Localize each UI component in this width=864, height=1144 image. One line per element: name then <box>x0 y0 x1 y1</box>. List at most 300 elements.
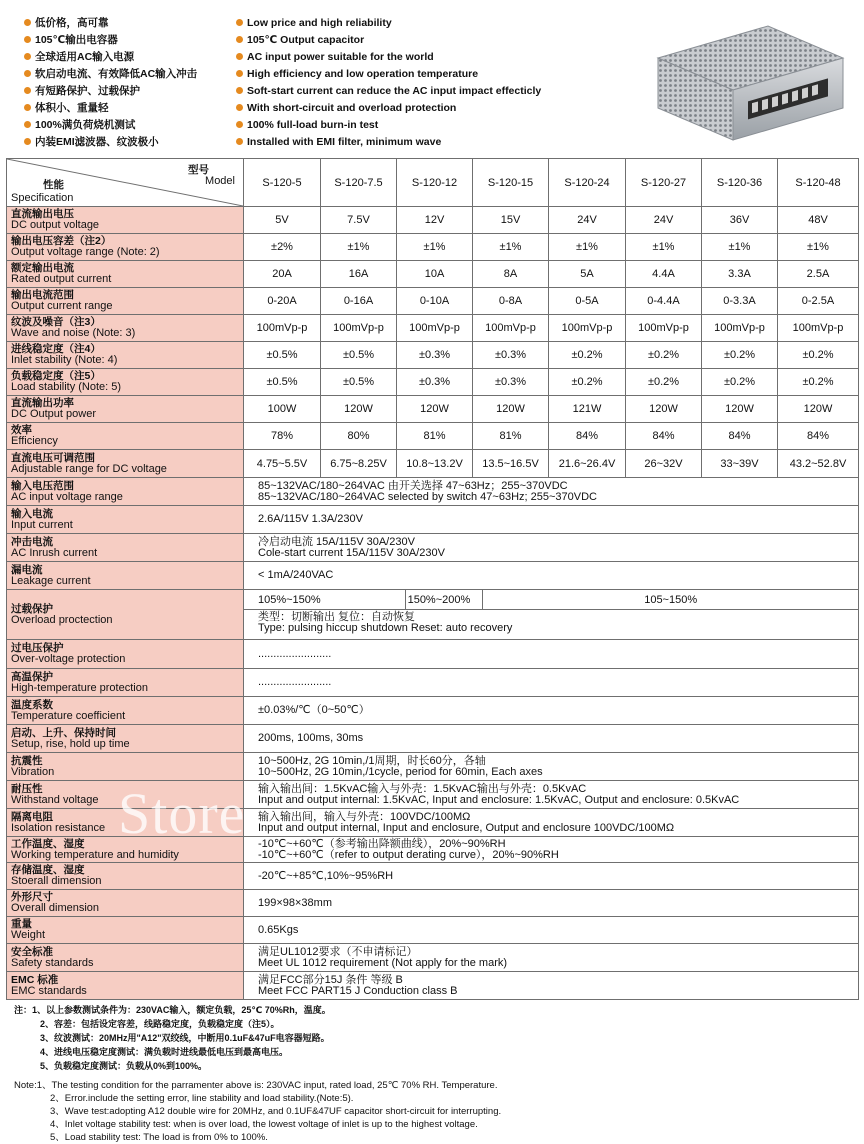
feature-text: 低价格，高可靠 <box>35 17 109 29</box>
spec-value: ±1% <box>778 234 859 261</box>
spec-label-cn: 过电压保护 <box>11 642 64 654</box>
spec-value: 16A <box>321 261 397 288</box>
spec-label-cn: 进线稳定度（注4） <box>11 343 101 355</box>
feature-item <box>24 116 234 133</box>
model-name: S-120-12 <box>397 159 473 207</box>
feature-item <box>24 14 234 31</box>
spec-value-line: 2.6A/115V 1.3A/230V <box>258 513 363 525</box>
spec-label-en: Overall dimension <box>11 902 100 914</box>
spec-value <box>244 506 859 534</box>
spec-value: ±1% <box>397 234 473 261</box>
spec-value: ±0.2% <box>626 369 702 396</box>
spec-value: ±0.5% <box>244 342 321 369</box>
spec-label-en: Specification <box>11 192 74 204</box>
feature-text: High efficiency and low operation temperature <box>247 67 479 80</box>
spec-value: 26~32V <box>626 450 702 478</box>
spec-label-cn: 直流电压可调范围 <box>11 451 95 464</box>
spec-value: 100W <box>244 396 321 423</box>
spec-value: 84% <box>626 423 702 450</box>
bullet-icon <box>236 70 243 77</box>
feature-text: Installed with EMI filter, minimum wave <box>247 135 442 148</box>
spec-label <box>7 753 244 781</box>
spec-label <box>7 669 244 697</box>
header-corner <box>7 159 244 207</box>
spec-label-cn: 高温保护 <box>11 670 53 683</box>
spec-value-line: Meet UL 1012 requirement (Not apply for the mark) <box>258 956 508 969</box>
spec-value-line: 10~500Hz, 2G 10min,/1周期，时长60分，各轴 <box>258 754 486 767</box>
table-row <box>7 369 859 396</box>
spec-value-line: 类型：切断输出 复位：自动恢复 <box>258 611 416 623</box>
feature-text: 内装EMI滤波器、纹波极小 <box>35 136 159 148</box>
bullet-icon <box>236 104 243 111</box>
spec-value <box>244 753 859 781</box>
spec-label-cn: 外形尺寸 <box>11 891 53 903</box>
spec-value: ±0.3% <box>473 342 549 369</box>
table-row <box>7 288 859 315</box>
spec-value <box>244 534 859 562</box>
spec-value-line: 满足UL1012要求（不申请标记） <box>258 945 418 958</box>
table-row <box>7 781 859 809</box>
bullet-icon <box>24 53 31 60</box>
spec-value-line: Cole-start current 15A/115V 30A/230V <box>258 546 445 559</box>
spec-label-cn: 负载稳定度（注5） <box>11 370 101 382</box>
spec-label-en: Weight <box>11 929 46 941</box>
spec-value <box>244 697 859 725</box>
spec-label <box>7 890 244 917</box>
spec-label <box>7 725 244 753</box>
spec-label <box>7 590 244 640</box>
feature-item <box>236 48 636 65</box>
spec-value: 0-4.4A <box>626 288 702 315</box>
spec-value-line: Type: pulsing hiccup shutdown Reset: auto recovery <box>258 622 513 634</box>
table-row <box>7 863 859 890</box>
spec-value: 13.5~16.5V <box>473 450 549 478</box>
feature-item <box>236 14 636 31</box>
spec-label <box>7 396 244 423</box>
table-row <box>7 534 859 562</box>
feature-item <box>236 116 636 133</box>
model-name: S-120-7.5 <box>321 159 397 207</box>
spec-value: 120W <box>473 396 549 423</box>
table-row <box>7 315 859 342</box>
spec-value <box>244 669 859 697</box>
spec-label <box>7 837 244 863</box>
spec-label <box>7 423 244 450</box>
spec-label-en: Over-voltage protection <box>11 653 126 665</box>
spec-value-line: 输入输出间：1.5KvAC输入与外壳：1.5KvAC输出与外壳：0.5KvAC <box>258 782 587 795</box>
table-row <box>7 234 859 261</box>
spec-label-en: Temperature coefficient <box>11 709 126 722</box>
spec-value: ±0.2% <box>702 369 778 396</box>
store-watermark: Store <box>118 781 246 846</box>
bullet-icon <box>24 70 31 77</box>
spec-value <box>244 640 859 669</box>
spec-value: 10A <box>397 261 473 288</box>
model-name: S-120-36 <box>702 159 778 207</box>
overload-values <box>244 590 859 640</box>
spec-value: 5A <box>549 261 626 288</box>
spec-value: 24V <box>626 207 702 234</box>
spec-value-line: 199×98×38mm <box>258 896 332 909</box>
spec-value <box>244 863 859 890</box>
spec-label-cn: 纹波及噪音（注3） <box>11 316 101 328</box>
spec-value-line: Input and output internal, Input and enclosure, Output and enclosure 100VDC/100MΩ <box>258 821 675 834</box>
spec-label <box>7 809 244 837</box>
table-row <box>7 396 859 423</box>
spec-value: ±0.3% <box>397 369 473 396</box>
feature-item <box>236 99 636 116</box>
model-name: S-120-5 <box>244 159 321 207</box>
spec-label-cn: EMC 标准 <box>11 973 59 986</box>
spec-value: 120W <box>626 396 702 423</box>
spec-value: ±0.2% <box>702 342 778 369</box>
spec-label-en: Overload proctection <box>11 613 113 626</box>
table-row <box>7 669 859 697</box>
spec-value-line: 输入输出间，输入与外壳：100VDC/100MΩ <box>258 810 471 823</box>
spec-value: 100mVp-p <box>549 315 626 342</box>
overload-range: 150%~200% <box>406 590 484 609</box>
feature-text: 100% full-load burn-in test <box>247 118 379 131</box>
spec-value: ±0.5% <box>321 342 397 369</box>
spec-value-line: ........................ <box>258 647 332 660</box>
spec-value: 0-10A <box>397 288 473 315</box>
spec-value: 33~39V <box>702 450 778 478</box>
spec-label-cn: 输出电流范围 <box>11 289 74 301</box>
feature-text: Soft-start current can reduce the AC input impact effecticly <box>247 84 542 97</box>
spec-value <box>244 809 859 837</box>
feature-item <box>236 82 636 99</box>
spec-label <box>7 478 244 506</box>
spec-label-cn: 输入电流 <box>11 507 53 520</box>
table-row <box>7 423 859 450</box>
table-row <box>7 590 859 640</box>
spec-value: 20A <box>244 261 321 288</box>
table-row <box>7 478 859 506</box>
spec-value: 100mVp-p <box>778 315 859 342</box>
spec-label-en: Setup, rise, hold up time <box>11 737 130 750</box>
spec-value <box>244 917 859 944</box>
spec-label-en: AC input voltage range <box>11 490 123 503</box>
spec-value: ±0.2% <box>778 342 859 369</box>
spec-value-line: 85~132VAC/180~264VAC selected by switch 47~63Hz; 255~370VDC <box>258 490 597 503</box>
spec-value: 120W <box>702 396 778 423</box>
note-line-cn: 注：1、以上参数测试条件为：230VAC输入，额定负载，25℃ 70%Rh，温度。 <box>14 1005 331 1015</box>
spec-label-cn: 过载保护 <box>11 602 53 615</box>
spec-label-cn: 直流输出功率 <box>11 397 74 409</box>
spec-value: 5V <box>244 207 321 234</box>
spec-label <box>7 207 244 234</box>
spec-label <box>7 369 244 396</box>
spec-label <box>7 234 244 261</box>
spec-value: 10.8~13.2V <box>397 450 473 478</box>
spec-label <box>7 450 244 478</box>
feature-item <box>24 133 234 150</box>
spec-value: 121W <box>549 396 626 423</box>
spec-value: 81% <box>473 423 549 450</box>
feature-item <box>236 31 636 48</box>
table-row <box>7 890 859 917</box>
spec-value: 100mVp-p <box>702 315 778 342</box>
table-row <box>7 917 859 944</box>
spec-value-line: 10~500Hz, 2G 10min,/1cycle, period for 60min, Each axes <box>258 765 543 778</box>
spec-value: ±1% <box>702 234 778 261</box>
spec-label-en: Withstand voltage <box>11 793 99 806</box>
spec-label-cn: 工作温度、湿度 <box>11 837 85 850</box>
note-line-cn: 2、容差：包括设定容差，线路稳定度，负载稳定度（注5）。 <box>40 1019 280 1029</box>
spec-value-line: 200ms, 100ms, 30ms <box>258 732 364 744</box>
table-row <box>7 261 859 288</box>
spec-label-en: AC Inrush current <box>11 546 98 559</box>
spec-value-line: 冷启动电流 15A/115V 30A/230V <box>258 535 415 548</box>
spec-value: ±1% <box>473 234 549 261</box>
power-supply-image <box>648 18 848 148</box>
feature-item <box>236 133 636 150</box>
bullet-icon <box>236 138 243 145</box>
table-row <box>7 506 859 534</box>
feature-text: With short-circuit and overload protection <box>247 101 457 114</box>
spec-value: 100mVp-p <box>473 315 549 342</box>
model-name: S-120-48 <box>778 159 859 207</box>
spec-label-cn: 效率 <box>11 424 32 436</box>
table-row <box>7 944 859 972</box>
features-cn-list <box>24 14 234 150</box>
feature-item <box>24 82 234 99</box>
spec-value: 120W <box>397 396 473 423</box>
table-row <box>7 562 859 590</box>
spec-value <box>244 725 859 753</box>
spec-value: 4.75~5.5V <box>244 450 321 478</box>
spec-value: 120W <box>778 396 859 423</box>
spec-label <box>7 506 244 534</box>
spec-value: ±0.3% <box>473 369 549 396</box>
spec-label-en: Working temperature and humidity <box>11 848 179 861</box>
spec-label-en: Safety standards <box>11 956 94 969</box>
spec-label <box>7 640 244 669</box>
spec-label-cn: 输入电压范围 <box>11 479 74 492</box>
spec-label-en: Leakage current <box>11 574 91 587</box>
spec-label <box>7 288 244 315</box>
spec-label-cn: 安全标准 <box>11 945 53 958</box>
spec-value: 0-20A <box>244 288 321 315</box>
spec-label-en: Output voltage range (Note: 2) <box>11 246 160 258</box>
spec-value: 100mVp-p <box>397 315 473 342</box>
spec-value: 0-2.5A <box>778 288 859 315</box>
spec-label-en: Output current range <box>11 300 113 312</box>
spec-value: ±1% <box>626 234 702 261</box>
spec-value <box>244 890 859 917</box>
spec-value: 3.3A <box>702 261 778 288</box>
spec-value: 6.75~8.25V <box>321 450 397 478</box>
feature-text: 有短路保护、过载保护 <box>35 85 140 97</box>
spec-label-cn: 输出电压容差（注2） <box>11 235 112 247</box>
spec-label-en: Vibration <box>11 765 55 778</box>
spec-label-en: Isolation resistance <box>11 821 106 834</box>
feature-item <box>24 65 234 82</box>
spec-value: 100mVp-p <box>626 315 702 342</box>
spec-value: 0-3.3A <box>702 288 778 315</box>
spec-value: 100mVp-p <box>321 315 397 342</box>
spec-value: ±0.2% <box>778 369 859 396</box>
spec-table <box>6 158 859 1000</box>
spec-value: 21.6~26.4V <box>549 450 626 478</box>
spec-value: 7.5V <box>321 207 397 234</box>
spec-label <box>7 917 244 944</box>
table-row <box>7 342 859 369</box>
feature-text: AC input power suitable for the world <box>247 50 434 63</box>
spec-value-line: 85~132VAC/180~264VAC 由开关选择 47~63Hz；255~370VDC <box>258 479 568 492</box>
spec-value: ±1% <box>549 234 626 261</box>
overload-range: 105%~150% <box>244 590 406 609</box>
spec-value-line: ........................ <box>258 676 332 688</box>
model-label-en: Model <box>205 175 235 187</box>
spec-value: 8A <box>473 261 549 288</box>
spec-label <box>7 261 244 288</box>
feature-text: 100%满负荷烧机测试 <box>35 119 136 131</box>
spec-value: 43.2~52.8V <box>778 450 859 478</box>
spec-label-cn: 抗震性 <box>11 754 43 767</box>
table-row <box>7 809 859 837</box>
spec-value: 4.4A <box>626 261 702 288</box>
spec-value: 0-5A <box>549 288 626 315</box>
spec-value: 2.5A <box>778 261 859 288</box>
spec-label <box>7 972 244 1000</box>
table-row <box>7 972 859 1000</box>
spec-value: 48V <box>778 207 859 234</box>
spec-value-line: -20℃~+85℃,10%~95%RH <box>258 869 394 882</box>
feature-text: 105℃ Output capacitor <box>247 33 365 46</box>
spec-value: 81% <box>397 423 473 450</box>
spec-value: ±1% <box>321 234 397 261</box>
feature-text: Low price and high reliability <box>247 16 392 29</box>
spec-value: 0-8A <box>473 288 549 315</box>
feature-item <box>24 31 234 48</box>
spec-value-line: Meet FCC PART15 J Conduction class B <box>258 984 458 997</box>
feature-item <box>24 99 234 116</box>
spec-value: ±2% <box>244 234 321 261</box>
spec-value: ±0.2% <box>626 342 702 369</box>
spec-value: 84% <box>778 423 859 450</box>
spec-value <box>244 944 859 972</box>
spec-value: 84% <box>549 423 626 450</box>
spec-value <box>244 478 859 506</box>
bullet-icon <box>236 36 243 43</box>
bullet-icon <box>24 121 31 128</box>
features-en-list <box>236 14 636 150</box>
overload-ranges <box>244 590 858 610</box>
spec-value: 80% <box>321 423 397 450</box>
bullet-icon <box>24 138 31 145</box>
spec-value: 120W <box>321 396 397 423</box>
feature-text: 全球适用AC输入电源 <box>35 51 135 63</box>
spec-value: ±0.5% <box>244 369 321 396</box>
table-row <box>7 725 859 753</box>
spec-label-cn: 直流输出电压 <box>11 208 74 220</box>
feature-text: 体积小、重量轻 <box>35 102 109 114</box>
model-label-cn: 型号 <box>188 164 209 176</box>
feature-text: 105℃输出电容器 <box>35 34 118 46</box>
spec-value-line: < 1mA/240VAC <box>258 569 334 581</box>
table-row <box>7 697 859 725</box>
spec-label-en: Stoerall dimension <box>11 875 102 887</box>
note-line-cn: 3、纹波测试：20MHz用"A12"双绞线，中断用0.1uF&47uF电容器短路。 <box>40 1033 330 1043</box>
bullet-icon <box>24 19 31 26</box>
spec-label <box>7 562 244 590</box>
product-header <box>0 0 864 158</box>
note-line-en: 2、Error.include the setting error, line stability and load stability.(Note:5). <box>50 1093 354 1104</box>
note-line-cn: 5、负载稳定度测试：负载从0%到100%。 <box>40 1061 208 1071</box>
spec-value-line: ±0.03%/℃（0~50℃） <box>258 704 370 716</box>
bullet-icon <box>236 87 243 94</box>
spec-label-cn: 存储温度、湿度 <box>11 864 85 876</box>
spec-label-en: Inlet stability (Note: 4) <box>11 354 118 366</box>
bullet-icon <box>24 87 31 94</box>
table-row <box>7 753 859 781</box>
spec-value <box>244 837 859 863</box>
spec-label <box>7 534 244 562</box>
spec-value: 78% <box>244 423 321 450</box>
spec-value <box>244 562 859 590</box>
spec-label <box>7 944 244 972</box>
table-row <box>7 837 859 863</box>
spec-label-en: Input current <box>11 518 73 531</box>
bullet-icon <box>236 53 243 60</box>
spec-label-cn: 漏电流 <box>11 563 43 576</box>
overload-range: 105~150% <box>644 593 698 606</box>
model-name: S-120-15 <box>473 159 549 207</box>
spec-value: 84% <box>702 423 778 450</box>
spec-label-en: EMC standards <box>11 984 87 997</box>
note-line-cn: 4、进线电压稳定度测试：满负载时进线最低电压到最高电压。 <box>40 1047 289 1057</box>
feature-item <box>24 48 234 65</box>
spec-value: 0-16A <box>321 288 397 315</box>
spec-value: 12V <box>397 207 473 234</box>
spec-label <box>7 781 244 809</box>
spec-label-cn: 冲击电流 <box>11 535 53 548</box>
spec-label-cn: 额定输出电流 <box>11 262 74 274</box>
note-line-en: 5、Load stability test: The load is from 0% to 100%. <box>50 1132 268 1143</box>
note-line-en: Note:1、The testing condition for the parramenter above is: 230VAC input, rated load, 25℃ 70% RH. Temperature. <box>14 1080 498 1091</box>
spec-label-cn: 耐压性 <box>11 782 43 795</box>
spec-label-en: Rated output current <box>11 273 112 285</box>
feature-item <box>236 65 636 82</box>
spec-value-line: Input and output internal: 1.5KvAC, Input and enclosure: 1.5KvAC, Output and enclosure: 0.5KvAC <box>258 793 740 806</box>
spec-label-en: Wave and noise (Note: 3) <box>11 327 136 339</box>
feature-text: 软启动电流、有效降低AC输入冲击 <box>35 68 198 80</box>
spec-label-en: DC Output power <box>11 408 96 420</box>
bullet-icon <box>24 36 31 43</box>
spec-label-cn: 启动、上升、保持时间 <box>11 726 116 739</box>
spec-value-line: -10℃~+60℃（参考输出降额曲线），20%~90%RH <box>258 837 506 850</box>
spec-label-en: Load stability (Note: 5) <box>11 381 122 393</box>
spec-label-en: High-temperature protection <box>11 681 148 694</box>
spec-label-en: Adjustable range for DC voltage <box>11 462 167 475</box>
spec-label-en: DC output voltage <box>11 219 100 231</box>
bullet-icon <box>236 19 243 26</box>
note-line-en: 3、Wave test:adopting A12 double wire for 20MHz, and 0.1UF&47UF capacitor short-circuit for interrupting. <box>50 1106 502 1117</box>
spec-value: 15V <box>473 207 549 234</box>
model-name: S-120-24 <box>549 159 626 207</box>
spec-label <box>7 697 244 725</box>
spec-label-cn: 隔离电阻 <box>11 810 53 823</box>
spec-value: ±0.5% <box>321 369 397 396</box>
table-row <box>7 640 859 669</box>
bullet-icon <box>236 121 243 128</box>
spec-value <box>244 781 859 809</box>
table-header-row <box>7 159 859 207</box>
table-row <box>7 207 859 234</box>
spec-value-line: 满足FCC部分15J 条件 等级 B <box>258 973 403 986</box>
spec-label-cn: 性能 <box>43 179 64 191</box>
